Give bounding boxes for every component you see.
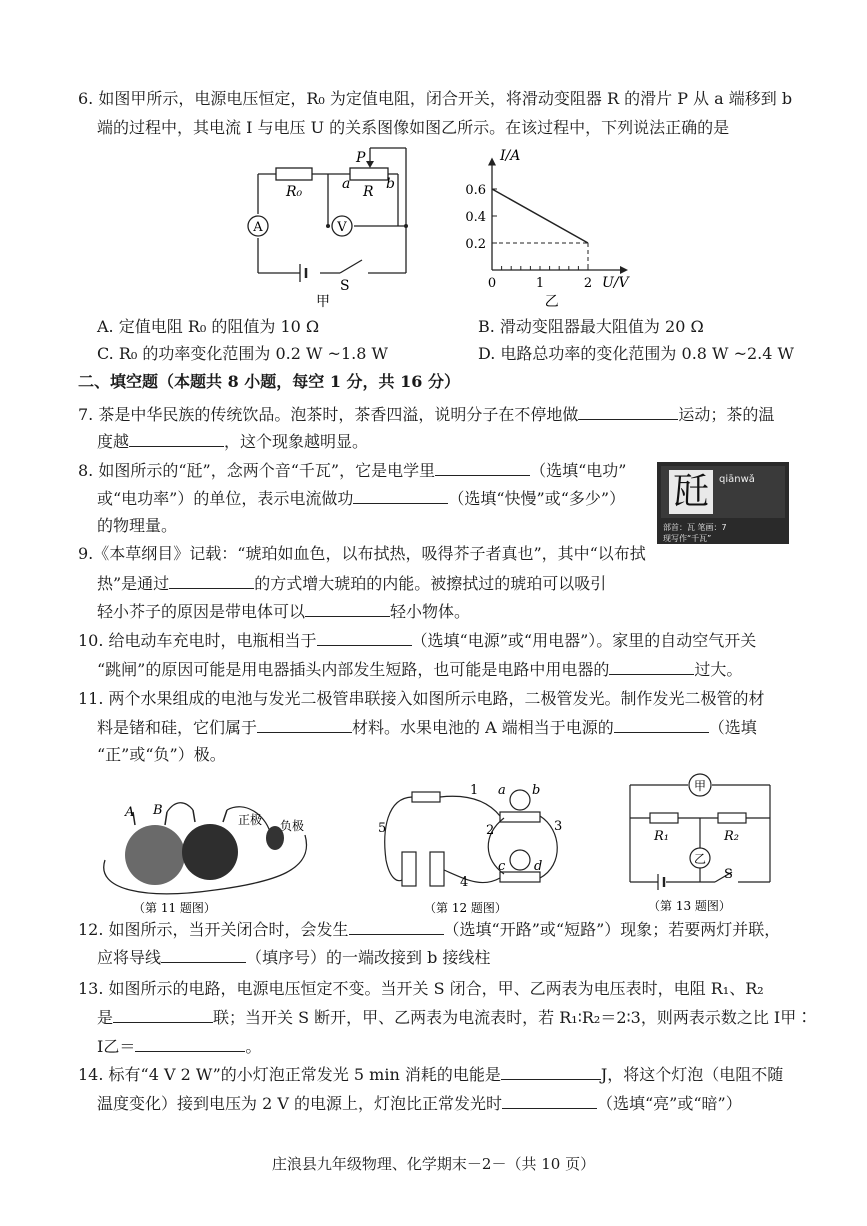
cell-left-icon bbox=[402, 852, 416, 886]
q12-blank1[interactable] bbox=[349, 918, 444, 935]
q14-line2: 温度变化）接到电压为 2 V 的电源上，灯泡比正常发光时 （选填“亮”或“暗”） bbox=[97, 1094, 742, 1113]
q10-blank2[interactable] bbox=[609, 658, 694, 675]
q13-line1: 13. 如图所示的电路，电源电压恒定不变。当开关 S 闭合，甲、乙两表为电压表时，电阻 R₁、R₂ bbox=[78, 979, 764, 998]
q7-blank1[interactable] bbox=[578, 403, 678, 420]
series-line bbox=[492, 189, 588, 243]
q9-line3: 轻小芥子的原因是带电体可以 轻小物体。 bbox=[97, 602, 471, 621]
x-axis-arrow-icon bbox=[620, 266, 628, 274]
fig11-b-label: B bbox=[153, 803, 163, 818]
y-tick-label: 0.2 bbox=[465, 237, 486, 252]
option-a: A. 定值电阻 R₀ 的阻值为 10 Ω bbox=[97, 317, 320, 336]
b-label: b bbox=[386, 176, 395, 192]
switch-s-label: S bbox=[724, 867, 733, 882]
q11-line3: “正”或“负”）极。 bbox=[97, 745, 226, 764]
switch-icon bbox=[412, 792, 440, 802]
switch-label: S bbox=[340, 278, 350, 294]
q13-line3: I乙＝ 。 bbox=[97, 1037, 262, 1056]
option-c: C. R₀ 的功率变化范围为 0.2 W ~1.8 W bbox=[97, 344, 388, 363]
q6-stem-line1: 6. 如图甲所示，电源电压恒定，R₀ 为定值电阻，闭合开关，将滑动变阻器 R 的滑片 P 从 a 端移到 b bbox=[78, 89, 793, 108]
terminal-c-label: c bbox=[498, 859, 506, 874]
q7-blank2[interactable] bbox=[129, 430, 224, 447]
fig11-neg-label: 负极 bbox=[280, 819, 305, 833]
r2-label: R₂ bbox=[724, 829, 739, 844]
y-tick-label: 0.6 bbox=[465, 183, 486, 198]
fig11-a-label: A bbox=[125, 805, 135, 820]
slider-arrow-icon bbox=[366, 161, 374, 168]
circuit-caption: 甲 bbox=[316, 294, 330, 310]
a-label: a bbox=[342, 176, 351, 192]
wire-1-label: 1 bbox=[470, 783, 479, 798]
x-tick-label: 1 bbox=[535, 276, 545, 291]
q14-blank2[interactable] bbox=[502, 1092, 597, 1109]
qianwa-pinyin: qiānwǎ bbox=[719, 474, 755, 485]
fruit-left-icon bbox=[125, 825, 185, 885]
q14-blank1[interactable] bbox=[501, 1063, 601, 1080]
q14-line1: 14. 标有“4 V 2 W”的小灯泡正常发光 5 min 消耗的电能是 J，将这个灯泡（电阻不随 bbox=[78, 1065, 784, 1084]
q13-blank1[interactable] bbox=[113, 1006, 213, 1023]
q9-blank1[interactable] bbox=[169, 572, 254, 589]
wire-4-label: 4 bbox=[460, 875, 469, 890]
q9-blank2[interactable] bbox=[305, 600, 390, 617]
fig13-caption: （第 13 题图） bbox=[648, 899, 731, 913]
ammeter-label: A bbox=[253, 220, 263, 235]
circuit-diagram-jia bbox=[240, 140, 420, 310]
iu-graph bbox=[462, 140, 652, 310]
r0-label: R₀ bbox=[286, 184, 303, 200]
resistor-r2 bbox=[718, 813, 746, 823]
q13-line2: 是 联；当开关 S 断开，甲、乙两表为电流表时，若 R₁∶R₂＝2∶3，则两表示数之比 I甲∶ bbox=[97, 1008, 813, 1027]
q8-line1: 8. 如图所示的“瓩”，念两个音“千瓦”，它是电学里 （选填“电功” bbox=[78, 461, 627, 480]
meter-yi-label: 乙 bbox=[693, 852, 707, 866]
p-label: P bbox=[356, 150, 366, 166]
q8-blank2[interactable] bbox=[353, 487, 448, 504]
voltmeter-label: V bbox=[337, 220, 347, 235]
fruit-right-icon bbox=[182, 824, 238, 880]
terminal-a-label: a bbox=[498, 783, 506, 798]
q12-line1: 12. 如图所示，当开关闭合时，会发生 （选填“开路”或“短路”）现象；若要两灯并联， bbox=[78, 920, 781, 939]
bulb-top-icon bbox=[510, 790, 530, 810]
option-d: D. 电路总功率的变化范围为 0.8 W ~2.4 W bbox=[478, 344, 794, 363]
meter-jia-label: 甲 bbox=[693, 779, 707, 793]
q7-line1: 7. 茶是中华民族的传统饮品。泡茶时，茶香四溢，说明分子在不停地做 运动；茶的温 bbox=[78, 405, 775, 424]
figure-11 bbox=[95, 790, 345, 915]
wire-2-label: 2 bbox=[486, 823, 495, 838]
option-b: B. 滑动变阻器最大阻值为 20 Ω bbox=[478, 317, 704, 336]
qianwa-info-2: 现写作“千瓦” bbox=[663, 534, 712, 543]
y-tick-label: 0.4 bbox=[465, 210, 486, 225]
wire-3-label: 3 bbox=[554, 819, 563, 834]
q10-line2: “跳闸”的原因可能是用电器插头内部发生短路，也可能是电路中用电器的 过大。 bbox=[97, 660, 743, 679]
y-axis-label: I/A bbox=[500, 148, 521, 164]
q9-line2: 热”是通过 的方式增大琥珀的内能。被擦拭过的琥珀可以吸引 bbox=[97, 574, 607, 593]
q10-line1: 10. 给电动车充电时，电瓶相当于 （选填“电源”或“用电器”）。家里的自动空气开关 bbox=[78, 631, 757, 650]
figure-12 bbox=[372, 770, 572, 915]
qianwa-char: 瓩 bbox=[669, 470, 713, 514]
q10-blank1[interactable] bbox=[317, 629, 412, 646]
graph-caption: 乙 bbox=[544, 294, 559, 310]
resistor-r0 bbox=[276, 168, 312, 180]
section-title: 二、填空题（本题共 8 小题，每空 1 分，共 16 分） bbox=[78, 372, 460, 391]
rheostat-r bbox=[350, 168, 388, 180]
q11-line2: 料是锗和硅，它们属于 材料。水果电池的 A 端相当于电源的 （选填 bbox=[97, 718, 757, 737]
fig11-pos-label: 正极 bbox=[238, 813, 263, 827]
q9-line1: 9.《本草纲目》记载：“琥珀如血色，以布拭热，吸得芥子者真也”，其中“以布拭 bbox=[78, 544, 646, 563]
page-footer: 庄浪县九年级物理、化学期末－2－（共 10 页） bbox=[271, 1155, 596, 1173]
r1-label: R₁ bbox=[654, 829, 669, 844]
qianwa-image bbox=[657, 462, 789, 544]
fig11-caption: （第 11 题图） bbox=[133, 901, 216, 915]
x-axis-label: U/V bbox=[602, 275, 629, 291]
qianwa-info-1: 部首：瓦 笔画：7 bbox=[663, 523, 727, 532]
r-label: R bbox=[363, 184, 374, 200]
q11-blank2[interactable] bbox=[614, 716, 709, 733]
q11-blank1[interactable] bbox=[257, 716, 352, 733]
terminal-b-label: b bbox=[532, 783, 541, 798]
y-axis-arrow-icon bbox=[488, 158, 496, 166]
fig12-caption: （第 12 题图） bbox=[424, 901, 507, 915]
q11-line1: 11. 两个水果组成的电池与发光二极管串联接入如图所示电路，二极管发光。制作发光二极管的材 bbox=[78, 689, 765, 708]
q8-blank1[interactable] bbox=[435, 459, 530, 476]
q12-line2: 应将导线 （填序号）的一端改接到 b 接线柱 bbox=[97, 948, 491, 967]
cell-right-icon bbox=[430, 852, 444, 886]
q8-line2: 或“电功率”）的单位，表示电流做功 （选填“快慢”或“多少”） bbox=[97, 489, 626, 508]
figure-13 bbox=[620, 770, 785, 915]
q12-blank2[interactable] bbox=[161, 946, 246, 963]
q7-line2: 度越 ，这个现象越明显。 bbox=[97, 432, 369, 451]
x-tick-label: 2 bbox=[583, 276, 593, 291]
q8-line3: 的物理量。 bbox=[97, 516, 178, 535]
q13-blank2[interactable] bbox=[135, 1035, 245, 1052]
bulb-bottom-icon bbox=[510, 850, 530, 870]
q6-stem-line2: 端的过程中，其电流 I 与电压 U 的关系图像如图乙所示。在该过程中，下列说法正确的是 bbox=[97, 118, 730, 137]
resistor-r1 bbox=[650, 813, 678, 823]
terminal-d-label: d bbox=[534, 859, 543, 874]
x-tick-label: 0 bbox=[487, 276, 497, 291]
wire-5-label: 5 bbox=[378, 821, 387, 836]
